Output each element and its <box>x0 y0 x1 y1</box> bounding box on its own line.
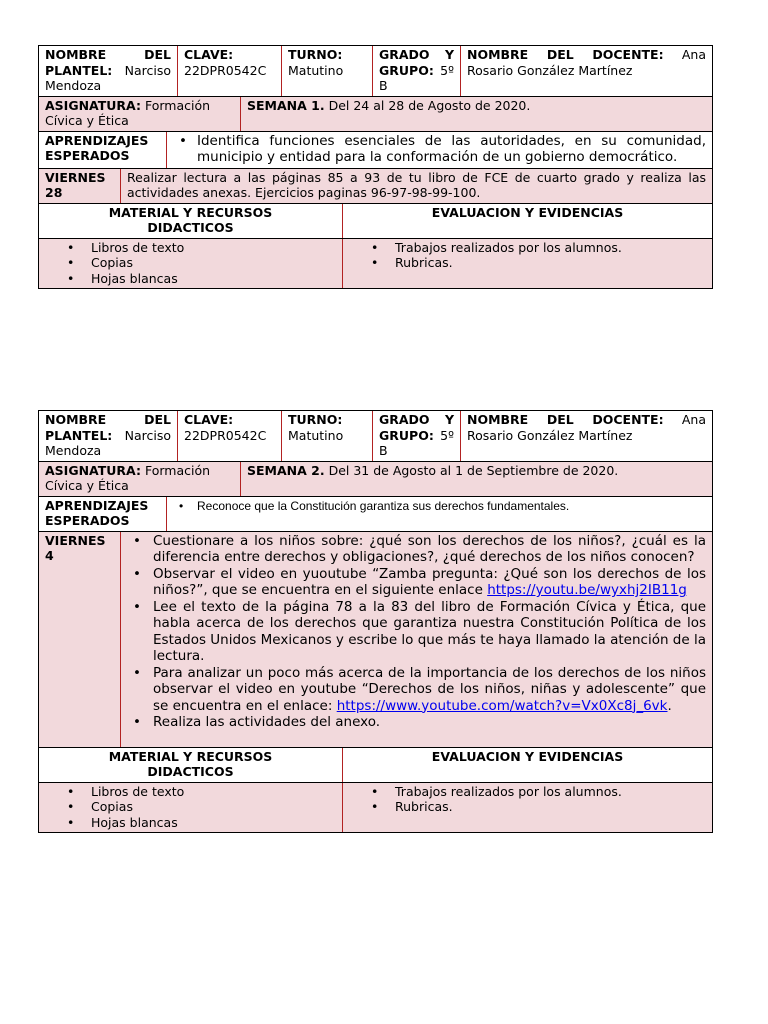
aprendizajes-row <box>39 132 712 169</box>
asignatura-value: Formación Cívica y Ética <box>45 97 211 128</box>
recursos-header-row <box>39 204 712 239</box>
turno-value: Matutino <box>288 62 344 78</box>
lesson-plan-week-2 <box>38 410 713 833</box>
dia-cell <box>39 169 121 203</box>
turno-cell <box>282 411 373 461</box>
clave-cell <box>178 46 282 96</box>
evidencia-item: • Rubricas. <box>369 799 706 815</box>
plantel-label: NOMBRE DEL PLANTEL: <box>45 47 171 78</box>
grado-value: 5º B <box>379 62 454 93</box>
asignatura-label: ASIGNATURA: <box>45 462 141 478</box>
grado-label: GRADO Y GRUPO: <box>379 47 454 78</box>
semana-value: Del 24 al 28 de Agosto de 2020. <box>328 97 531 113</box>
derechos-video-link[interactable]: https://www.youtube.com/watch?v=Vx0Xc8j_6vk <box>336 697 668 714</box>
materiales-cell <box>39 239 343 289</box>
actividad-row <box>39 532 712 748</box>
dia-label: VIERNES 28 <box>45 169 106 200</box>
clave-label: CLAVE: <box>184 412 234 427</box>
material-item: • Hojas blancas <box>65 271 336 287</box>
plantel-cell <box>39 411 178 461</box>
aprendizajes-label: APRENDIZAJES ESPERADOS <box>45 497 149 528</box>
material-item: • Libros de texto <box>65 240 336 256</box>
plantel-label: NOMBRE DEL PLANTEL: <box>45 412 171 443</box>
evidencias-cell <box>343 783 712 833</box>
turno-cell <box>282 46 373 96</box>
semana-cell <box>241 462 712 496</box>
actividad-item: • Cuestionare a los niños sobre: ¿qué son los derechos de los niños?, ¿cuál es la diferencia entre derechos y obligaciones?, ¿qué derechos de los niños conocen? <box>127 533 706 566</box>
semana-label: SEMANA 2. <box>247 462 325 478</box>
actividad-text: Para analizar un poco más acerca de la importancia de los derechos de los niños observar el video en youtube “Derechos de los niños, niñas y adolescente” que se encuentra en el enlace: <box>153 664 706 714</box>
actividad-row <box>39 169 712 204</box>
plantel-cell <box>39 46 178 96</box>
materiales-cell <box>39 783 343 833</box>
grado-cell <box>373 411 461 461</box>
docente-cell <box>461 411 712 461</box>
docente-value: Ana Rosario González Martínez <box>467 47 706 78</box>
aprendizajes-content <box>167 132 712 168</box>
grado-cell <box>373 46 461 96</box>
actividad-item: • Lee el texto de la página 78 a la 83 del libro de Formación Cívica y Ética, que habla acerca de los derechos que garantiza nuestra Constitución Política de los Estados Unidos Mexicanos y escribe lo que más te haya llamado la atención de la lectura. <box>127 599 706 665</box>
turno-value: Matutino <box>288 427 344 443</box>
material-header: MATERIAL Y RECURSOS DIDACTICOS <box>39 748 343 782</box>
actividad-item <box>127 566 706 599</box>
material-item: • Copias <box>65 799 336 815</box>
clave-label: CLAVE: <box>184 47 234 62</box>
material-item: • Copias <box>65 255 336 271</box>
asignatura-cell <box>39 97 241 131</box>
lesson-plan-week-1 <box>38 45 713 289</box>
clave-cell <box>178 411 282 461</box>
evidencia-item: • Rubricas. <box>369 255 706 271</box>
actividad-text: Observar el video en yuoutube “Zamba pregunta: ¿Qué son los derechos de los niños?”, que se encuentra en el siguiente enlace <box>153 565 706 598</box>
aprendizaje-item: • Reconoce que la Constitución garantiza sus derechos fundamentales. <box>173 499 706 515</box>
recursos-list-row <box>39 239 712 289</box>
aprendizajes-row <box>39 497 712 532</box>
evaluacion-header: EVALUACION Y EVIDENCIAS <box>431 204 624 220</box>
docente-label: NOMBRE DEL DOCENTE: <box>467 412 664 427</box>
asignatura-cell <box>39 462 241 496</box>
aprendizajes-label-cell <box>39 497 167 531</box>
asignatura-value: Formación Cívica y Ética <box>45 462 211 493</box>
semana-cell <box>241 97 712 131</box>
asignatura-row <box>39 462 712 497</box>
aprendizajes-content <box>167 497 712 531</box>
actividades-cell <box>121 532 712 747</box>
aprendizajes-label: APRENDIZAJES ESPERADOS <box>45 132 149 163</box>
grado-value: 5º B <box>379 427 454 458</box>
material-item: • Libros de texto <box>65 784 336 800</box>
plan-header-row <box>39 411 712 462</box>
plantel-value: Narciso Mendoza <box>45 62 171 93</box>
material-header: MATERIAL Y RECURSOS DIDACTICOS <box>39 204 343 238</box>
clave-value: 22DPR0542C <box>184 427 267 443</box>
docente-label: NOMBRE DEL DOCENTE: <box>467 47 664 62</box>
plantel-value: Narciso Mendoza <box>45 427 171 458</box>
plan-header-row <box>39 46 712 97</box>
recursos-header-row <box>39 748 712 783</box>
actividad-text: Realizar lectura a las páginas 85 a 93 de tu libro de FCE de cuarto grado y realiza las actividades anexas. Ejercicios paginas 96-97-98-99-100. <box>127 169 706 200</box>
actividad-text-end: . <box>667 697 672 714</box>
dia-label: VIERNES 4 <box>45 532 106 563</box>
grado-label: GRADO Y GRUPO: <box>379 412 454 443</box>
turno-label: TURNO: <box>288 412 343 427</box>
evidencia-item: • Trabajos realizados por los alumnos. <box>369 784 706 800</box>
actividad-cell <box>121 169 712 203</box>
asignatura-label: ASIGNATURA: <box>45 97 141 113</box>
dia-cell <box>39 532 121 747</box>
turno-label: TURNO: <box>288 47 343 62</box>
recursos-list-row <box>39 783 712 833</box>
docente-value: Ana Rosario González Martínez <box>467 412 706 443</box>
zamba-video-link[interactable]: https://youtu.be/wyxhj2IB11g <box>487 582 687 598</box>
evidencias-cell <box>343 239 712 289</box>
docente-cell <box>461 46 712 96</box>
evaluacion-header: EVALUACION Y EVIDENCIAS <box>431 748 624 764</box>
asignatura-row <box>39 97 712 132</box>
aprendizajes-label-cell <box>39 132 167 168</box>
aprendizaje-item: • Identifica funciones esenciales de las autoridades, en su comunidad, municipio y entidad para la conformación de un gobierno democrático. <box>173 133 706 166</box>
semana-value: Del 31 de Agosto al 1 de Septiembre de 2020. <box>328 462 619 478</box>
actividad-item: • Realiza las actividades del anexo. <box>127 714 706 731</box>
semana-label: SEMANA 1. <box>247 97 325 113</box>
clave-value: 22DPR0542C <box>184 62 267 78</box>
actividad-item <box>127 665 706 715</box>
material-item: • Hojas blancas <box>65 815 336 831</box>
evidencia-item: • Trabajos realizados por los alumnos. <box>369 240 706 256</box>
